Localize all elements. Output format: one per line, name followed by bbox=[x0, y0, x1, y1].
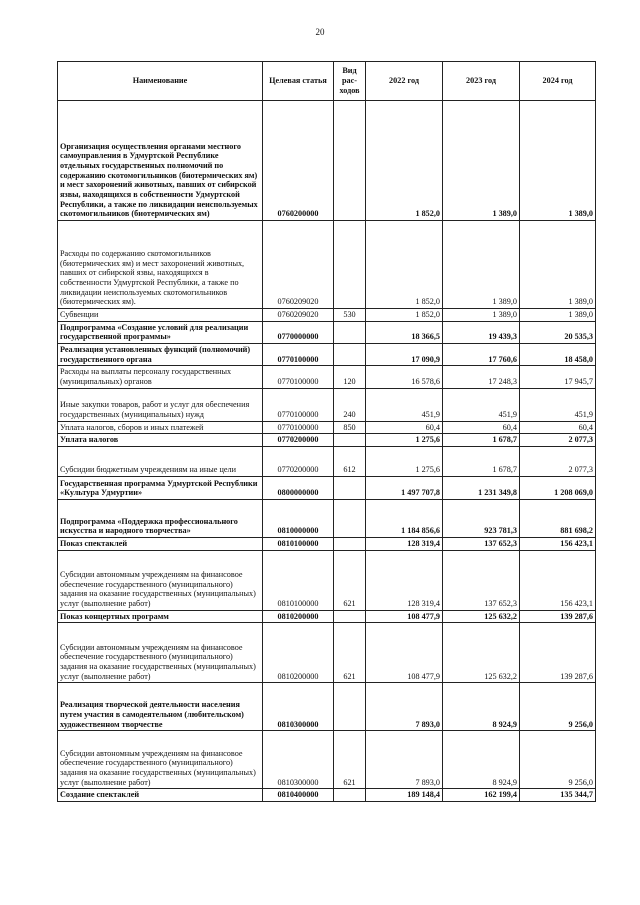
row-code: 0810200000 bbox=[263, 623, 334, 683]
row-value-2022: 128 319,4 bbox=[366, 538, 443, 551]
row-code: 0770200000 bbox=[263, 434, 334, 447]
row-code: 0810200000 bbox=[263, 610, 334, 623]
row-name: Иные закупки товаров, работ и услуг для обеспечения государственных (муниципальных) нужд bbox=[58, 388, 263, 421]
row-value-2023: 1 231 349,8 bbox=[443, 477, 520, 500]
row-code: 0810300000 bbox=[263, 731, 334, 789]
table-row bbox=[58, 344, 596, 366]
row-value-2022: 17 090,9 bbox=[366, 344, 443, 366]
row-value-2023: 923 781,3 bbox=[443, 500, 520, 538]
row-value-2024: 20 535,3 bbox=[520, 321, 596, 343]
header-2022: 2022 год bbox=[366, 62, 443, 101]
row-value-2024: 60,4 bbox=[520, 421, 596, 434]
row-name: Субвенции bbox=[58, 309, 263, 322]
row-name: Государственная программа Удмуртской Республики «Культура Удмуртии» bbox=[58, 477, 263, 500]
row-value-2023: 1 678,7 bbox=[443, 434, 520, 447]
table-row bbox=[58, 366, 596, 388]
row-name: Организация осуществления органами местного самоуправления в Удмуртской Республике отдельных государственных полномочий по содержанию скотомогильников (биотермических ям) и мест захоронений животных, павших от сибирской язвы, находящихся в собственности Удмуртской Республики, а также по ликвидации неиспользуемых скотомогильников (биотермических ям) bbox=[58, 101, 263, 221]
row-name: Субсидии автономным учреждениям на финансовое обеспечение государственного (муниципального) задания на оказание государственных (муниципальных) услуг (выполнение работ) bbox=[58, 623, 263, 683]
page-number: 20 bbox=[315, 27, 325, 37]
row-name: Показ концертных программ bbox=[58, 610, 263, 623]
row-value-2023: 125 632,2 bbox=[443, 623, 520, 683]
row-code: 0770100000 bbox=[263, 421, 334, 434]
row-code: 0810400000 bbox=[263, 789, 334, 802]
header-2024: 2024 год bbox=[520, 62, 596, 101]
row-code: 0770100000 bbox=[263, 344, 334, 366]
row-value-2024: 139 287,6 bbox=[520, 623, 596, 683]
row-value-2023: 8 924,9 bbox=[443, 731, 520, 789]
row-value-2024: 451,9 bbox=[520, 388, 596, 421]
table-row bbox=[58, 101, 596, 221]
row-value-2022: 1 184 856,6 bbox=[366, 500, 443, 538]
header-code: Целевая статья bbox=[263, 62, 334, 101]
row-name: Уплата налогов, сборов и иных платежей bbox=[58, 421, 263, 434]
row-value-2024: 156 423,1 bbox=[520, 550, 596, 610]
row-type bbox=[334, 538, 366, 551]
row-value-2022: 1 852,0 bbox=[366, 309, 443, 322]
row-type: 240 bbox=[334, 388, 366, 421]
row-value-2022: 189 148,4 bbox=[366, 789, 443, 802]
row-type bbox=[334, 683, 366, 731]
row-value-2024: 1 389,0 bbox=[520, 101, 596, 221]
row-type bbox=[334, 789, 366, 802]
header-name: Наименование bbox=[58, 62, 263, 101]
row-code: 0770100000 bbox=[263, 388, 334, 421]
row-name: Субсидии автономным учреждениям на финансовое обеспечение государственного (муниципального) задания на оказание государственных (муниципальных) услуг (выполнение работ) bbox=[58, 731, 263, 789]
table-row bbox=[58, 500, 596, 538]
row-value-2022: 7 893,0 bbox=[366, 683, 443, 731]
row-code: 0810000000 bbox=[263, 500, 334, 538]
row-type: 621 bbox=[334, 731, 366, 789]
row-name: Субсидии бюджетным учреждениям на иные цели bbox=[58, 447, 263, 477]
row-name: Расходы по содержанию скотомогильников (биотермических ям) и мест захоронений животных, павших от сибирской язвы, находящихся в собственности Удмуртской Республики, а также по ликвидации неиспользуемых скотомогильников (биотермических ям). bbox=[58, 221, 263, 309]
header-2023: 2023 год bbox=[443, 62, 520, 101]
row-name: Реализация творческой деятельности населения путем участия в самодеятельном (любительском) художественном творчестве bbox=[58, 683, 263, 731]
row-value-2024: 881 698,2 bbox=[520, 500, 596, 538]
row-value-2022: 16 578,6 bbox=[366, 366, 443, 388]
row-type: 621 bbox=[334, 550, 366, 610]
table-row bbox=[58, 731, 596, 789]
row-value-2022: 128 319,4 bbox=[366, 550, 443, 610]
row-value-2024: 1 208 069,0 bbox=[520, 477, 596, 500]
row-value-2023: 125 632,2 bbox=[443, 610, 520, 623]
row-value-2023: 8 924,9 bbox=[443, 683, 520, 731]
table-row bbox=[58, 789, 596, 802]
row-type bbox=[334, 477, 366, 500]
row-value-2024: 156 423,1 bbox=[520, 538, 596, 551]
row-value-2023: 137 652,3 bbox=[443, 550, 520, 610]
row-value-2024: 139 287,6 bbox=[520, 610, 596, 623]
budget-table-body bbox=[58, 101, 596, 802]
row-value-2022: 108 477,9 bbox=[366, 610, 443, 623]
table-row bbox=[58, 610, 596, 623]
row-value-2023: 451,9 bbox=[443, 388, 520, 421]
row-name: Показ спектаклей bbox=[58, 538, 263, 551]
row-value-2023: 17 760,6 bbox=[443, 344, 520, 366]
row-value-2023: 1 389,0 bbox=[443, 309, 520, 322]
row-value-2024: 2 077,3 bbox=[520, 434, 596, 447]
header-row bbox=[58, 62, 596, 101]
row-type: 120 bbox=[334, 366, 366, 388]
row-code: 0760209020 bbox=[263, 221, 334, 309]
row-value-2024: 18 458,0 bbox=[520, 344, 596, 366]
row-type bbox=[334, 321, 366, 343]
row-name: Субсидии автономным учреждениям на финансовое обеспечение государственного (муниципального) задания на оказание государственных (муниципальных) услуг (выполнение работ) bbox=[58, 550, 263, 610]
row-code: 0760200000 bbox=[263, 101, 334, 221]
table-row bbox=[58, 321, 596, 343]
table-row bbox=[58, 683, 596, 731]
row-type bbox=[334, 344, 366, 366]
row-value-2023: 17 248,3 bbox=[443, 366, 520, 388]
row-name: Расходы на выплаты персоналу государственных (муниципальных) органов bbox=[58, 366, 263, 388]
row-value-2022: 108 477,9 bbox=[366, 623, 443, 683]
row-value-2022: 1 275,6 bbox=[366, 434, 443, 447]
row-type: 621 bbox=[334, 623, 366, 683]
row-value-2024: 17 945,7 bbox=[520, 366, 596, 388]
row-value-2022: 1 852,0 bbox=[366, 221, 443, 309]
row-type: 850 bbox=[334, 421, 366, 434]
header-type: Вид рас-ходов bbox=[334, 62, 366, 101]
row-name: Реализация установленных функций (полномочий) государственного органа bbox=[58, 344, 263, 366]
table-row bbox=[58, 477, 596, 500]
row-value-2022: 1 275,6 bbox=[366, 447, 443, 477]
row-value-2022: 18 366,5 bbox=[366, 321, 443, 343]
row-code: 0810100000 bbox=[263, 538, 334, 551]
table-row bbox=[58, 623, 596, 683]
table-row bbox=[58, 309, 596, 322]
budget-table bbox=[57, 61, 596, 802]
row-value-2024: 1 389,0 bbox=[520, 221, 596, 309]
row-name: Создание спектаклей bbox=[58, 789, 263, 802]
row-value-2022: 1 852,0 bbox=[366, 101, 443, 221]
row-type bbox=[334, 500, 366, 538]
row-name: Уплата налогов bbox=[58, 434, 263, 447]
table-row bbox=[58, 388, 596, 421]
row-name: Подпрограмма «Создание условий для реализации государственной программы» bbox=[58, 321, 263, 343]
row-code: 0770200000 bbox=[263, 447, 334, 477]
row-code: 0770100000 bbox=[263, 366, 334, 388]
table-row bbox=[58, 434, 596, 447]
row-name: Подпрограмма «Поддержка профессионального искусства и народного творчества» bbox=[58, 500, 263, 538]
row-value-2023: 19 439,3 bbox=[443, 321, 520, 343]
row-type bbox=[334, 221, 366, 309]
row-value-2022: 7 893,0 bbox=[366, 731, 443, 789]
row-value-2024: 9 256,0 bbox=[520, 683, 596, 731]
row-value-2023: 137 652,3 bbox=[443, 538, 520, 551]
row-code: 0810100000 bbox=[263, 550, 334, 610]
row-value-2024: 9 256,0 bbox=[520, 731, 596, 789]
row-value-2023: 1 678,7 bbox=[443, 447, 520, 477]
row-type: 530 bbox=[334, 309, 366, 322]
row-code: 0810300000 bbox=[263, 683, 334, 731]
row-value-2023: 162 199,4 bbox=[443, 789, 520, 802]
table-row bbox=[58, 538, 596, 551]
row-code: 0760209020 bbox=[263, 309, 334, 322]
row-value-2023: 1 389,0 bbox=[443, 101, 520, 221]
table-row bbox=[58, 550, 596, 610]
row-type bbox=[334, 101, 366, 221]
row-value-2022: 60,4 bbox=[366, 421, 443, 434]
table-row bbox=[58, 221, 596, 309]
row-value-2024: 1 389,0 bbox=[520, 309, 596, 322]
row-value-2022: 1 497 707,8 bbox=[366, 477, 443, 500]
row-type: 612 bbox=[334, 447, 366, 477]
row-type bbox=[334, 610, 366, 623]
row-value-2024: 135 344,7 bbox=[520, 789, 596, 802]
row-code: 0770000000 bbox=[263, 321, 334, 343]
row-value-2022: 451,9 bbox=[366, 388, 443, 421]
row-value-2023: 60,4 bbox=[443, 421, 520, 434]
row-value-2024: 2 077,3 bbox=[520, 447, 596, 477]
row-type bbox=[334, 434, 366, 447]
row-code: 0800000000 bbox=[263, 477, 334, 500]
table-row bbox=[58, 447, 596, 477]
row-value-2023: 1 389,0 bbox=[443, 221, 520, 309]
table-row bbox=[58, 421, 596, 434]
